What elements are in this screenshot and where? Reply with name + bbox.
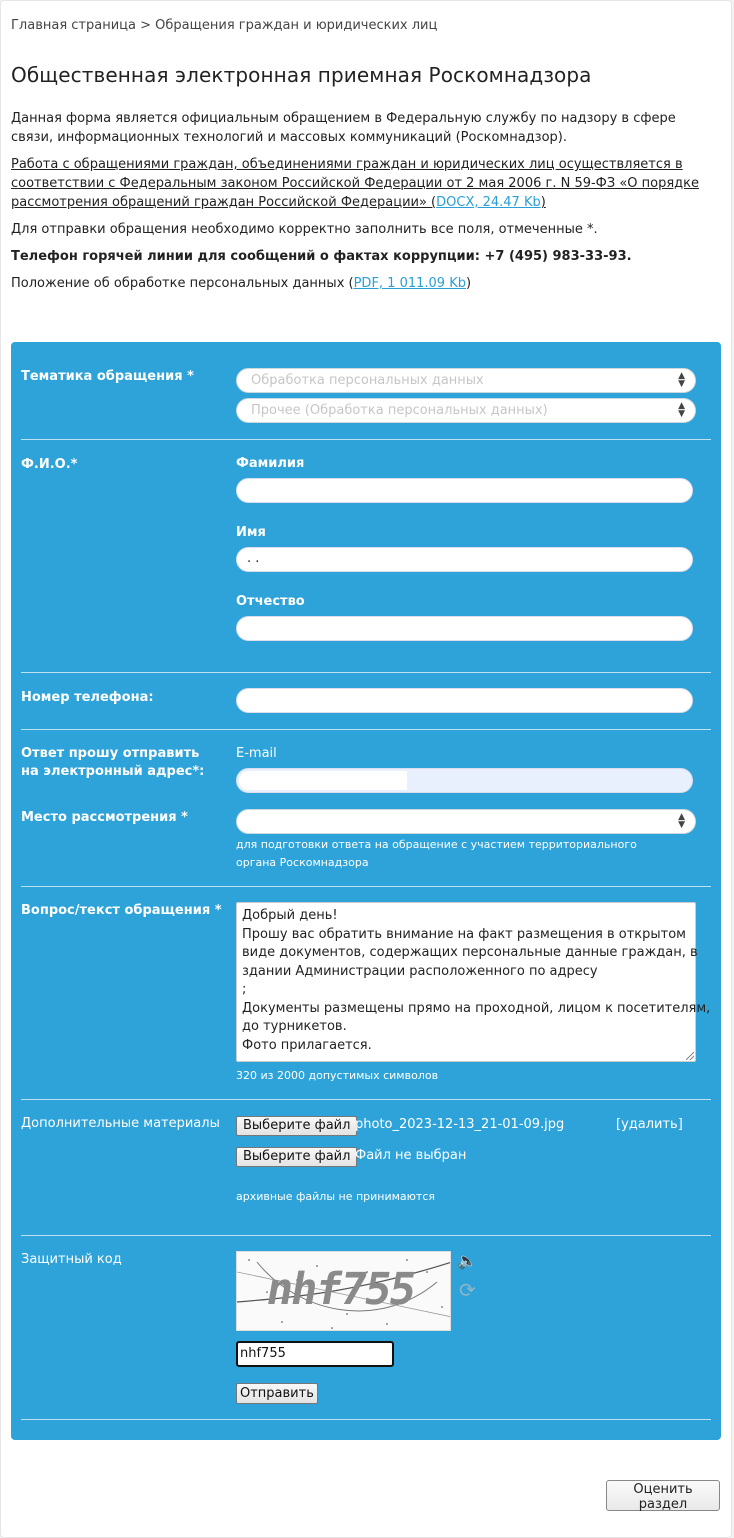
divider bbox=[21, 672, 711, 673]
question-line: ; bbox=[242, 982, 247, 997]
place-select[interactable] bbox=[236, 809, 696, 834]
question-line: до турникетов. bbox=[242, 1019, 347, 1034]
resize-grip-icon[interactable] bbox=[686, 1052, 694, 1060]
question-line: Документы размещены прямо на проходной, лицом к посетителям, bbox=[242, 1000, 711, 1016]
patronymic-input[interactable] bbox=[236, 616, 693, 641]
divider bbox=[21, 1099, 711, 1100]
law-close: ) bbox=[540, 195, 546, 210]
select-arrows-icon: ▲ ▼ bbox=[678, 371, 685, 389]
divider bbox=[21, 729, 711, 730]
surname-label: Фамилия bbox=[236, 456, 305, 471]
breadcrumb-current: Обращения граждан и юридических лиц bbox=[155, 18, 438, 33]
patronymic-label: Отчество bbox=[236, 594, 305, 609]
topic-select-value: Обработка персональных данных bbox=[251, 373, 484, 388]
email-input[interactable] bbox=[236, 768, 693, 793]
intro-text: Данная форма является официальным обращением в Федеральную службу по надзору в сфере связи, информационных технологий и массовых коммуникаций (Роскомнадзор). bbox=[11, 111, 676, 145]
captcha-input[interactable]: nhf755 bbox=[236, 1341, 394, 1367]
phone-input[interactable] bbox=[236, 688, 693, 713]
topic-select[interactable] bbox=[236, 368, 696, 393]
hotline-text: Телефон горячей линии для сообщений о фактах коррупции: +7 (495) 983-33-93. bbox=[11, 249, 632, 264]
law-docx-link[interactable]: DOCX, 24.47 Kb bbox=[436, 195, 541, 210]
law-text: Работа с обращениями граждан, объединениями граждан и юридических лиц осуществляется в соответствии с Федеральным законом Российской Федерации от 2 мая 2006 г. N 59-ФЗ «О порядке рассмотрения обращений граждан Российской Федерации» ( bbox=[11, 157, 700, 210]
email-autofill-highlight bbox=[239, 771, 407, 790]
submit-button[interactable]: Отправить bbox=[236, 1383, 318, 1404]
refresh-icon[interactable]: ⟳ bbox=[459, 1278, 476, 1302]
divider bbox=[21, 1235, 711, 1236]
captcha-label: Защитный код bbox=[21, 1252, 122, 1267]
name-input[interactable]: . . bbox=[236, 547, 693, 572]
intro-section bbox=[11, 109, 701, 301]
attachments-label: Дополнительные материалы bbox=[21, 1116, 220, 1131]
no-file-chosen-text: Файл не выбран bbox=[355, 1148, 467, 1163]
question-line: Добрый день! bbox=[242, 908, 338, 923]
reply-label: Ответ прошу отправить на электронный адрес*: bbox=[21, 746, 205, 779]
question-line: здании Администрации расположенного по адресу bbox=[242, 963, 598, 979]
choose-file-button-2[interactable]: Выберите файл bbox=[236, 1147, 357, 1167]
attached-file-name: photo_2023-12-13_21-01-09.jpg bbox=[355, 1117, 565, 1132]
divider bbox=[21, 439, 711, 440]
privacy-paragraph bbox=[11, 274, 701, 293]
place-hint: для подготовки ответа на обращение с участием территориального органа Роскомнадзора bbox=[236, 838, 637, 869]
subtopic-select-value: Прочее (Обработка персональных данных) bbox=[251, 403, 548, 418]
question-textarea[interactable] bbox=[236, 902, 711, 1062]
rate-section-button[interactable]: Оценить раздел bbox=[606, 1480, 720, 1511]
captcha-image bbox=[236, 1251, 451, 1331]
law-paragraph bbox=[11, 155, 701, 212]
phone-label: Номер телефона: bbox=[21, 690, 154, 705]
question-line: виде документов, содержащих персональные данные граждан, в bbox=[242, 945, 698, 960]
question-line: Прошу вас обратить внимание на факт размещения в открытом bbox=[242, 926, 686, 942]
email-label: E-mail bbox=[236, 746, 277, 761]
divider bbox=[21, 1419, 711, 1420]
char-counter: 320 из 2000 допустимых символов bbox=[236, 1069, 439, 1082]
speaker-icon[interactable]: 🔈 bbox=[457, 1251, 477, 1270]
place-label: Место рассмотрения * bbox=[21, 810, 188, 825]
delete-file-link[interactable]: [удалить] bbox=[616, 1117, 683, 1132]
fio-label: Ф.И.О.* bbox=[21, 457, 78, 472]
archive-hint: архивные файлы не принимаются bbox=[236, 1190, 436, 1203]
breadcrumb-home-link[interactable]: Главная страница bbox=[11, 18, 136, 33]
question-label: Вопрос/текст обращения * bbox=[21, 903, 222, 918]
select-arrows-icon: ▲ ▼ bbox=[678, 812, 685, 830]
privacy-text: Положение об обработке персональных данных ( bbox=[11, 276, 354, 291]
appeal-form bbox=[11, 342, 721, 1440]
name-label: Имя bbox=[236, 525, 266, 540]
choose-file-button-1[interactable]: Выберите файл bbox=[236, 1116, 357, 1136]
breadcrumb-separator: > bbox=[136, 18, 156, 33]
divider bbox=[21, 886, 711, 887]
captcha-text: nhf755 bbox=[262, 1264, 419, 1315]
surname-input[interactable] bbox=[236, 478, 693, 503]
topic-label: Тематика обращения * bbox=[21, 369, 194, 384]
question-line: Фото прилагается. bbox=[242, 1037, 372, 1053]
required-note: Для отправки обращения необходимо корректно заполнить все поля, отмеченные *. bbox=[11, 222, 598, 237]
subtopic-select[interactable] bbox=[236, 398, 696, 423]
page-title: Общественная электронная приемная Роскомнадзора bbox=[11, 63, 592, 87]
select-arrows-icon: ▲ ▼ bbox=[678, 401, 685, 419]
privacy-pdf-link[interactable]: PDF, 1 011.09 Kb bbox=[353, 276, 466, 291]
breadcrumb bbox=[11, 18, 437, 33]
privacy-close: ) bbox=[466, 276, 472, 291]
